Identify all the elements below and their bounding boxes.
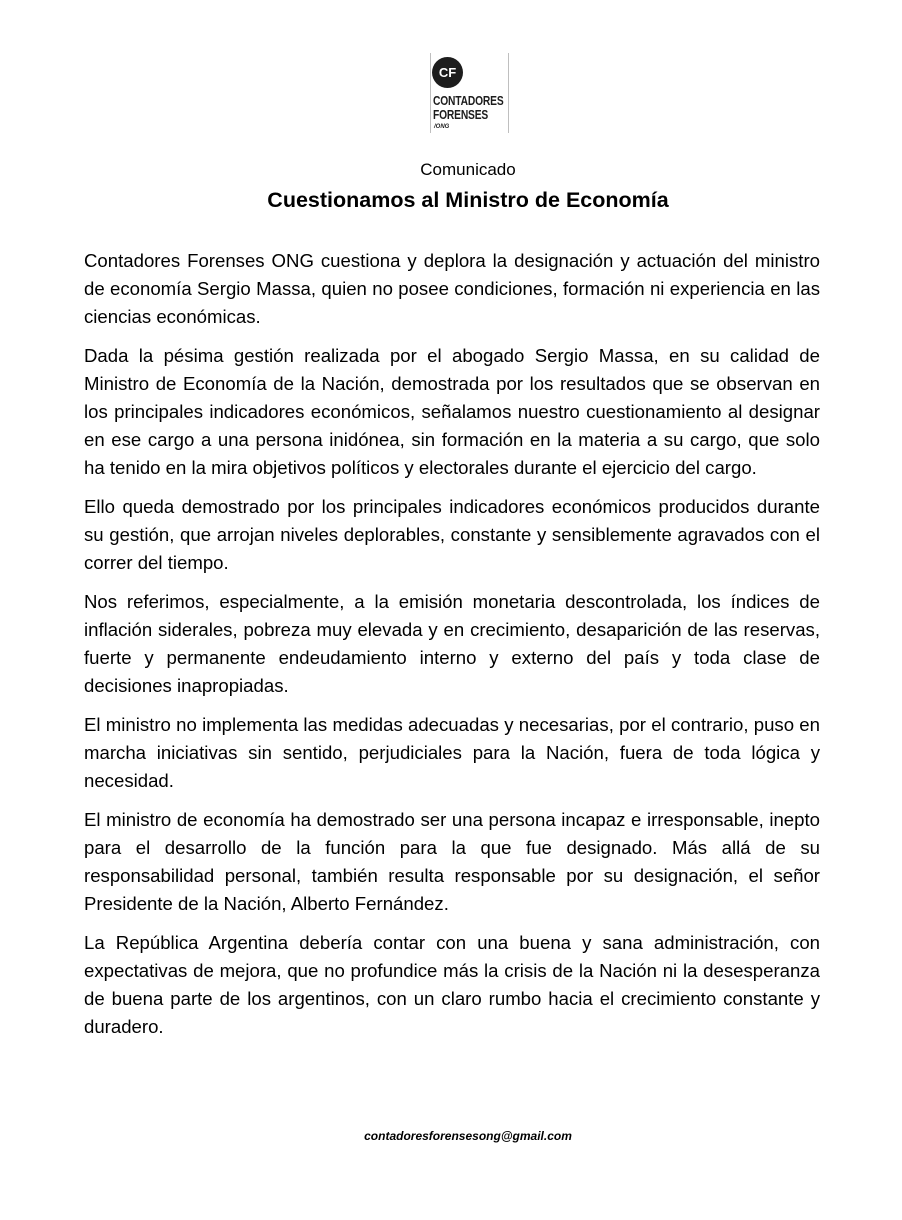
body-paragraph: Nos referimos, especialmente, a la emisión monetaria descontrolada, los índices de inflación siderales, pobreza muy elevada y en crecimiento, desaparición de las reservas, fuerte y permanente endeudamiento interno y externo del país y toda clase de decisiones inapropiadas. (84, 591, 820, 696)
document-kicker: Comunicado (420, 160, 516, 179)
body-paragraph: Dada la pésima gestión realizada por el abogado Sergio Massa, en su calidad de Ministro de Economía de la Nación, demostrada por los resultados que se observan en los principales indicadores económicos, señalamos nuestro cuestionamiento al designar en ese cargo a una persona inidónea, sin formación en la materia a su cargo, que solo ha tenido en la mira objetivos políticos y electorales durante el ejercicio del cargo. (84, 345, 820, 478)
logo-wordmark-line2: FORENSES (433, 108, 489, 122)
document-title: Cuestionamos al Ministro de Economía (267, 188, 669, 212)
body-paragraph: La República Argentina debería contar con una buena y sana administración, con expectativas de mejora, que no profundice más la crisis de la Nación ni la desesperanza de buena parte de los argentinos, con un claro rumbo hacia el crecimiento constante y duradero. (84, 932, 820, 1037)
body-paragraph: Contadores Forenses ONG cuestiona y deplora la designación y actuación del ministro de economía Sergio Massa, quien no posee condiciones, formación ni experiencia en las ciencias económicas. (84, 250, 820, 327)
logo-suffix: /ONG (434, 124, 450, 130)
organization-logo (430, 53, 509, 133)
logo-initials-badge: CF (432, 57, 463, 88)
body-paragraph: Ello queda demostrado por los principales indicadores económicos producidos durante su gestión, que arrojan niveles deplorables, constante y sensiblemente agravados con el correr del tiempo. (84, 496, 820, 573)
footer-email: contadoresforensesong@gmail.com (364, 1129, 572, 1143)
body-paragraph: El ministro no implementa las medidas adecuadas y necesarias, por el contrario, puso en marcha iniciativas sin sentido, perjudiciales para la Nación, fuera de toda lógica y necesidad. (84, 714, 820, 791)
logo-wordmark-line1: CONTADORES (433, 94, 504, 108)
body-paragraph: El ministro de economía ha demostrado ser una persona incapaz e irresponsable, inepto para el desarrollo de la función para la que fue designado. Más allá de su responsabilidad personal, también resulta responsable por su designación, el señor Presidente de la Nación, Alberto Fernández. (84, 809, 820, 914)
document-body (84, 247, 820, 1052)
